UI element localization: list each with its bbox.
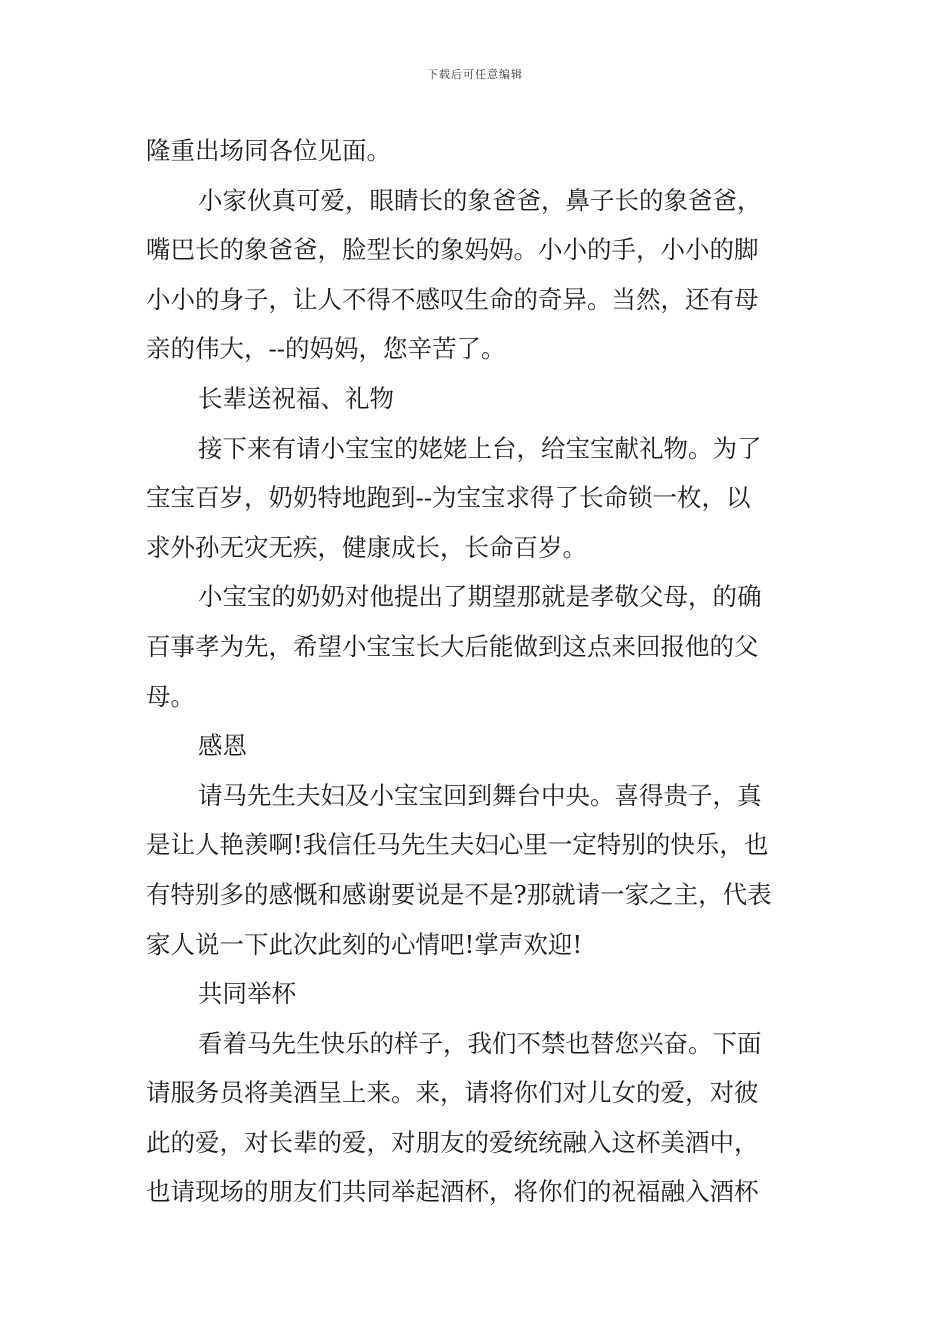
text-line: 小小的身子，让人不得不感叹生命的奇异。当然，还有母 (146, 284, 759, 314)
section-heading: 感恩 (198, 731, 247, 761)
text-line: 母。 (146, 681, 195, 711)
text-line: 接下来有请小宝宝的姥姥上台，给宝宝献礼物。为了 (198, 433, 762, 463)
text-line: 隆重出场同各位见面。 (146, 136, 391, 165)
text-line: 看着马先生快乐的样子，我们不禁也替您兴奋。下面 (198, 1028, 762, 1058)
text-line: 小宝宝的奶奶对他提出了期望那就是孝敬父母，的确 (198, 582, 762, 612)
text-line: 亲的伟大，--的妈妈，您辛苦了。 (146, 334, 506, 364)
text-line: 小家伙真可爱，眼睛长的象爸爸，鼻子长的象爸爸， (198, 185, 762, 215)
text-line: 百事孝为先，希望小宝宝长大后能做到这点来回报他的父 (146, 631, 759, 661)
text-line: 嘴巴长的象爸爸，脸型长的象妈妈。小小的手，小小的脚 (146, 235, 759, 265)
document-body (146, 126, 810, 1217)
text-line: 家人说一下此次此刻的心情吧!掌声欢迎! (146, 929, 583, 959)
section-heading: 长辈送祝福、礼物 (198, 383, 394, 413)
text-line: 请服务员将美酒呈上来。来，请将你们对儿女的爱，对彼 (146, 1078, 759, 1108)
section-heading: 共同举杯 (198, 979, 296, 1009)
text-line: 是让人艳羡啊!我信任马先生夫妇心里一定特别的快乐，也 (146, 830, 769, 860)
text-line: 此的爱，对长辈的爱，对朋友的爱统统融入这杯美酒中， (146, 1127, 759, 1157)
text-line: 也请现场的朋友们共同举起酒杯，将你们的祝福融入酒杯 (146, 1177, 759, 1207)
text-line: 求外孙无灾无疾，健康成长，长命百岁。 (146, 532, 587, 562)
text-line: 请马先生夫妇及小宝宝回到舞台中央。喜得贵子，真 (198, 780, 762, 810)
text-line: 有特别多的感慨和感谢要说是不是?那就请一家之主，代表 (146, 879, 772, 909)
text-line: 宝宝百岁，奶奶特地跑到--为宝宝求得了长命锁一枚，以 (146, 483, 751, 513)
page-header-note: 下载后可任意编辑 (427, 68, 523, 81)
